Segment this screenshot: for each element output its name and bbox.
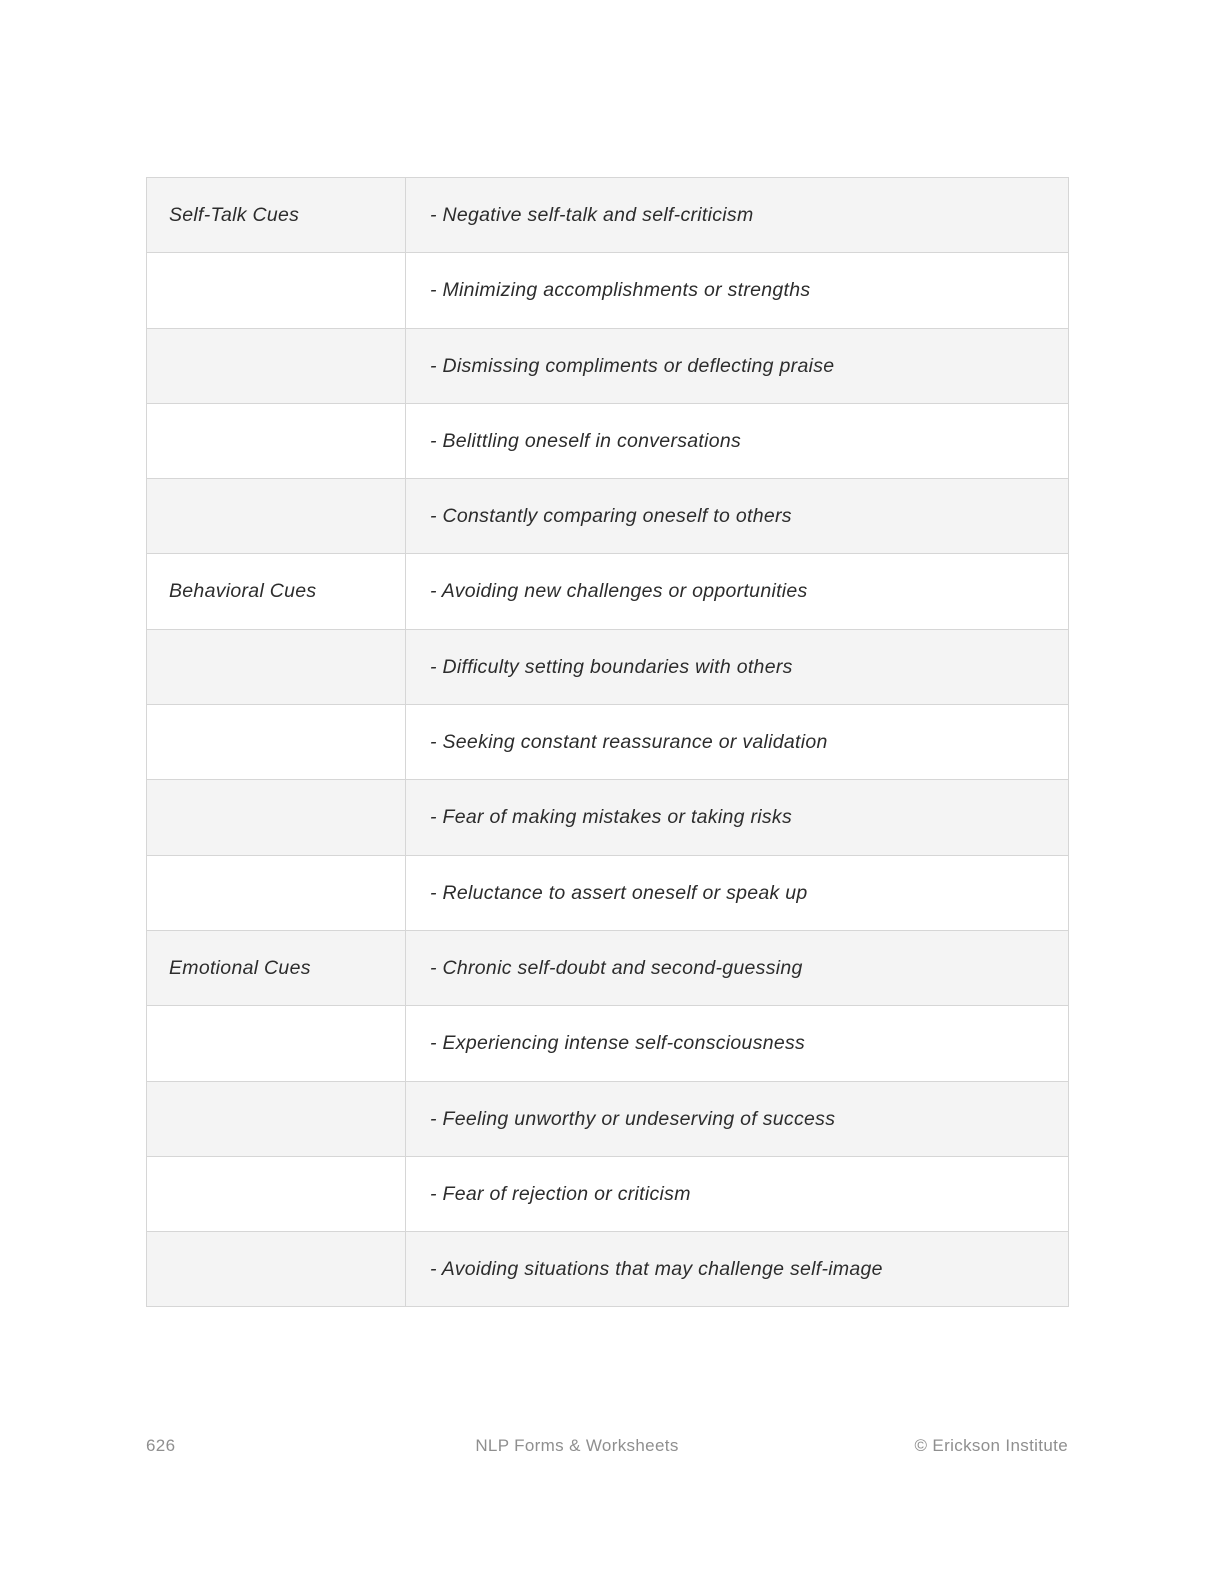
cell-category: [147, 855, 406, 930]
cell-category: [147, 1081, 406, 1156]
cell-category: [147, 479, 406, 554]
table-row: [147, 930, 1069, 1005]
cell-category: Self-Talk Cues: [147, 178, 406, 253]
cues-table: [146, 177, 1069, 1307]
table-row: [147, 1156, 1069, 1231]
table-row: [147, 178, 1069, 253]
cell-cue-item: - Difficulty setting boundaries with others: [406, 629, 1069, 704]
cues-table-body: [147, 178, 1069, 1307]
cell-cue-item: - Experiencing intense self-consciousness: [406, 1006, 1069, 1081]
table-row: [147, 554, 1069, 629]
table-row: [147, 629, 1069, 704]
cell-cue-item: - Seeking constant reassurance or validation: [406, 705, 1069, 780]
page-footer: [146, 1436, 1068, 1462]
table-row: [147, 328, 1069, 403]
cell-category: [147, 1006, 406, 1081]
cell-cue-item: - Belittling oneself in conversations: [406, 403, 1069, 478]
table-row: [147, 705, 1069, 780]
table-row: [147, 1232, 1069, 1307]
cell-category: [147, 1156, 406, 1231]
cell-cue-item: - Avoiding situations that may challenge self-image: [406, 1232, 1069, 1307]
cell-category: [147, 253, 406, 328]
footer-document-title: NLP Forms & Worksheets: [475, 1436, 679, 1455]
cell-category: [147, 403, 406, 478]
cell-cue-item: - Fear of making mistakes or taking risks: [406, 780, 1069, 855]
cell-category: [147, 780, 406, 855]
cell-cue-item: - Fear of rejection or criticism: [406, 1156, 1069, 1231]
table-row: [147, 479, 1069, 554]
cell-category: [147, 705, 406, 780]
table-row: [147, 253, 1069, 328]
table-row: [147, 1081, 1069, 1156]
cell-cue-item: - Avoiding new challenges or opportunities: [406, 554, 1069, 629]
footer-page-number: 626: [146, 1436, 176, 1455]
cell-cue-item: - Dismissing compliments or deflecting praise: [406, 328, 1069, 403]
cell-cue-item: - Feeling unworthy or undeserving of success: [406, 1081, 1069, 1156]
cell-category: [147, 1232, 406, 1307]
cell-cue-item: - Minimizing accomplishments or strengths: [406, 253, 1069, 328]
table-row: [147, 403, 1069, 478]
cell-cue-item: - Constantly comparing oneself to others: [406, 479, 1069, 554]
cell-cue-item: - Negative self-talk and self-criticism: [406, 178, 1069, 253]
cell-cue-item: - Chronic self-doubt and second-guessing: [406, 930, 1069, 1005]
footer-copyright: © Erickson Institute: [914, 1436, 1068, 1455]
cell-category: Behavioral Cues: [147, 554, 406, 629]
cell-category: Emotional Cues: [147, 930, 406, 1005]
table-row: [147, 780, 1069, 855]
cell-category: [147, 328, 406, 403]
cell-cue-item: - Reluctance to assert oneself or speak up: [406, 855, 1069, 930]
table-row: [147, 1006, 1069, 1081]
cell-category: [147, 629, 406, 704]
table-row: [147, 855, 1069, 930]
